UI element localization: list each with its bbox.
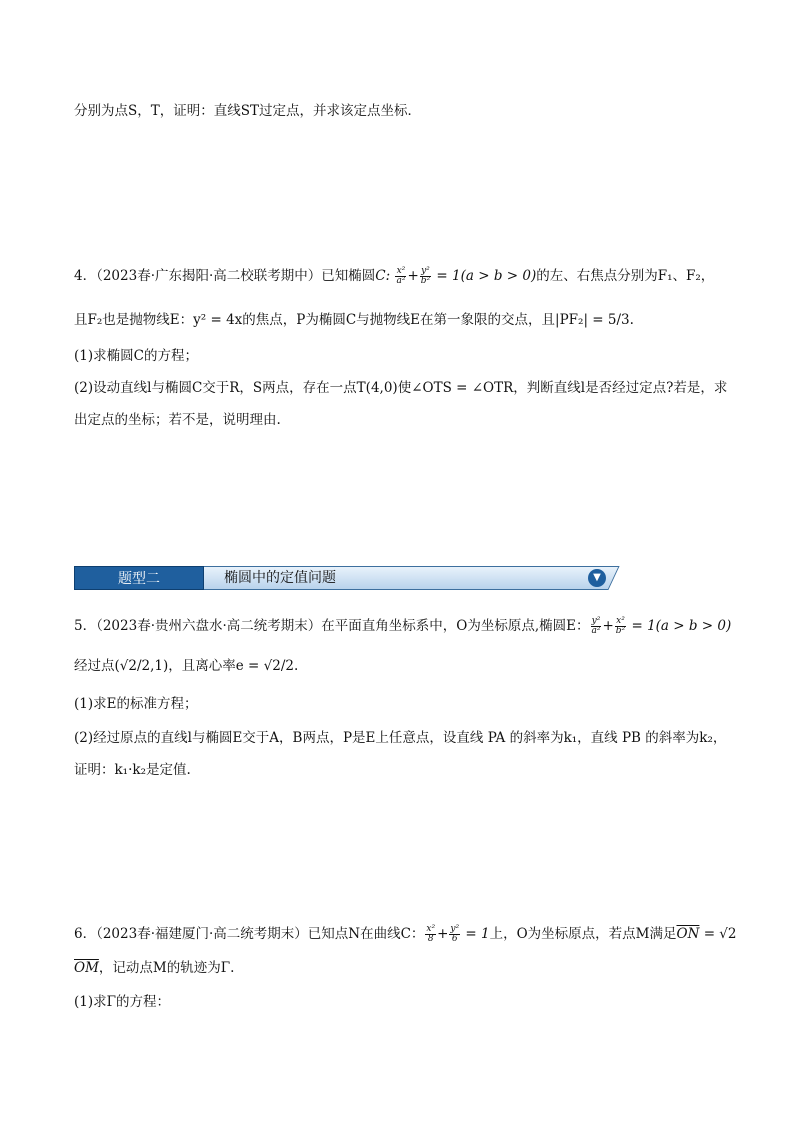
q6-part1: (1)求Γ的方程： [74,994,170,1010]
chevron-down-icon: ▼ [588,569,606,587]
q4-line2: 且F₂也是抛物线E：y² = 4x的焦点，P为椭圆C与抛物线E在第一象限的交点，且|PF₂| = 5/3. [74,312,634,328]
q5-part2-line1: (2)经过原点的直线l与椭圆E交于A，B两点，P是E上任意点，设直线 PA 的斜率为k₁，直线 PB 的斜率为k₂， [74,730,727,746]
q6-curve-equation: $\frac{\text{x²}}{8}$ + $\frac{\text{y²}}{6}$ = 1 [426,924,490,944]
section-banner [74,566,614,590]
q5-ellipse-equation: $\frac{\text{y²}}{\text{a²}}$ + $\frac{\text{x²}}{\text{b²}}$ = 1(a > b > 0) [591,616,732,636]
q6-line2 [74,958,734,978]
q6-prefix: 6．（2023春·福建厦门·高二统考期末）已知点N在曲线C： [74,926,425,942]
q6-suffix: 上，O为坐标原点，若点M满足 [489,926,677,942]
q6-vector-on: $\overline{ON}$ [676,926,700,942]
q4-suffix: 的左、右焦点分别为F₁、F₂， [536,268,715,284]
q4-part2-line1: (2)设动直线l与椭圆C交于R，S两点，存在一点T(4,0)使∠OTS = ∠OTR，判断直线l是否经过定点?若是，求 [74,380,728,396]
banner-title: 椭圆中的定值问题 [224,570,336,586]
q6-line1 [74,924,737,944]
q6-line2-rest: ，记动点M的轨迹为Γ. [98,960,235,976]
q4-prefix: 4．（2023春·广东揭阳·高二校联考期中）已知椭圆 [74,268,376,284]
banner-type-label: 题型二 [74,566,204,590]
q5-line2: 经过点(√2/2,1)，且离心率e = √2/2. [74,658,299,674]
q6-vector-om: $\overline{OM}$ [74,960,99,976]
q4-part1: (1)求椭圆C的方程； [74,348,198,364]
continued-text: 分别为点S，T，证明：直线ST过定点，并求该定点坐标． [74,103,422,119]
q5-line1 [74,616,734,636]
q5-prefix: 5．（2023春·贵州六盘水·高二统考期末）在平面直角坐标系中，O为坐标原点,椭圆E： [74,618,590,634]
q5-part2-line2: 证明：k₁·k₂是定值. [74,762,191,778]
q6-eq: = √2 [703,926,737,942]
q5-part1: (1)求E的标准方程； [74,696,198,712]
q4-ellipse-equation: C: $\frac{\text{x²}}{\text{a²}}$ + $\frac{\text{y²}}{\text{b²}}$ = 1(a > b > 0) [375,266,537,286]
q4-part2-line2: 出定点的坐标；若不是，说明理由. [74,412,281,428]
q4-line1 [74,266,734,286]
